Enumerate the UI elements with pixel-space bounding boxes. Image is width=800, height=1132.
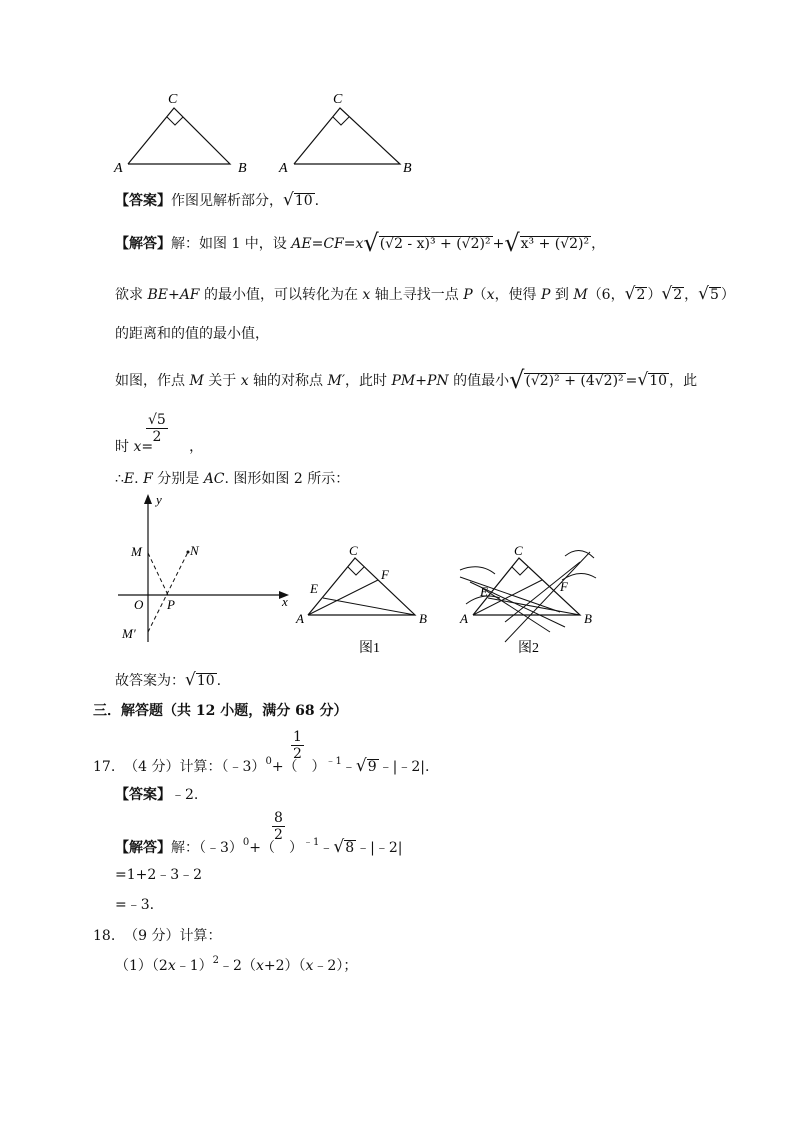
q17-step2: =﹣3.	[115, 897, 155, 913]
label-E: E	[310, 581, 318, 596]
answer-text: 作图见解析部分，	[171, 193, 283, 209]
q16-analysis-line1: 【解答】解：如图 1 中，设 AE=CF=x√(√2 - x)³ + (√2)² +√x³ + (√2)² ，	[115, 229, 606, 257]
label-A: A	[279, 161, 288, 176]
fraction-8-over-2: $\frac{8}{2}$	[274, 810, 283, 843]
label-C: C	[333, 92, 343, 107]
label-A: A	[114, 161, 123, 176]
label-B: B	[238, 161, 247, 176]
triangle-right	[278, 92, 412, 176]
fraction-1-over-2: $\frac{1}{2}$	[293, 729, 302, 762]
figure-2	[459, 543, 596, 656]
caption-figure-1: 图1	[359, 641, 380, 656]
label-M-prime: M′	[122, 626, 136, 641]
q16-analysis-line4: 如图，作点 M 关于 x 轴的对称点 M′，此时 PM+PN 的值最小√(√2)² + (4√2)² =√10 ，此	[115, 366, 698, 394]
top-triangles-figure	[110, 88, 430, 178]
label-y: y	[156, 492, 162, 507]
q17-answer: 【答案】﹣2.	[115, 787, 199, 803]
q17-step1: =1+2﹣3﹣2	[115, 867, 203, 883]
label-C: C	[349, 543, 358, 558]
q18-part1: （1）（2x﹣1）$^2$﹣2（x+2）（x﹣2）；	[115, 955, 358, 974]
sqrt-expression-1: (√2 - x)³ + (√2)²	[379, 236, 491, 252]
answer-label: 【答案】	[115, 193, 171, 209]
label-C: C	[514, 543, 523, 558]
label-F: F	[560, 579, 568, 594]
label-B: B	[403, 161, 412, 176]
q17-solution: 【解答】解：（﹣3）$^0$+（ ）$^{﹣1}$﹣√8 ﹣|﹣2|	[115, 837, 403, 857]
q16-analysis-line2: 欲求 BE+AF 的最小值，可以转化为在 x 轴上寻找一点 P（x，使得 P 到 M（6，√2 ）√2 ，√5 ）	[115, 284, 735, 304]
label-x: x	[282, 594, 288, 609]
label-A: A	[460, 611, 468, 626]
q16-final-answer: 故答案为：√10 .	[115, 670, 222, 690]
q16-analysis-line5: 时 x= ，	[115, 439, 204, 455]
figure-1	[295, 543, 427, 656]
q16-analysis-line3: 的距离和的值的最小值，	[115, 326, 269, 342]
label-B: B	[584, 611, 592, 626]
middle-figures	[110, 492, 610, 662]
label-B: B	[419, 611, 427, 626]
q18-title: 18. （9 分）计算：	[93, 928, 222, 944]
label-A: A	[296, 611, 304, 626]
caption-figure-2: 图2	[518, 641, 539, 656]
label-E: E	[480, 584, 488, 599]
label-O: O	[134, 597, 144, 612]
section-3-title: 三．解答题（共 12 小题，满分 68 分）	[93, 703, 348, 719]
label-F: F	[381, 567, 389, 582]
sqrt-expression-2: x³ + (√2)²	[520, 236, 590, 252]
label-P: P	[167, 597, 175, 612]
q16-answer-line: 【答案】作图见解析部分，√10 .	[115, 190, 320, 210]
label-C: C	[168, 92, 178, 107]
sqrt-expression-3: (√2)² + (4√2)²	[525, 373, 624, 389]
q16-analysis-line6: ∴E. F 分别是 AC. 图形如图 2 所示：	[115, 471, 350, 487]
label-N: N	[190, 543, 199, 558]
fraction-root5-over-2: $\frac{√5}{2}$	[148, 412, 166, 445]
answer-root: 10	[294, 193, 313, 209]
q17-problem: 17. （4 分）计算：（﹣3）$^0$+（ ）$^{﹣1}$﹣√9 ﹣|﹣2|.	[93, 756, 430, 776]
coordinate-figure	[118, 492, 289, 642]
analysis-label: 【解答】	[115, 236, 171, 252]
triangle-left	[113, 92, 247, 176]
label-M: M	[131, 544, 142, 559]
